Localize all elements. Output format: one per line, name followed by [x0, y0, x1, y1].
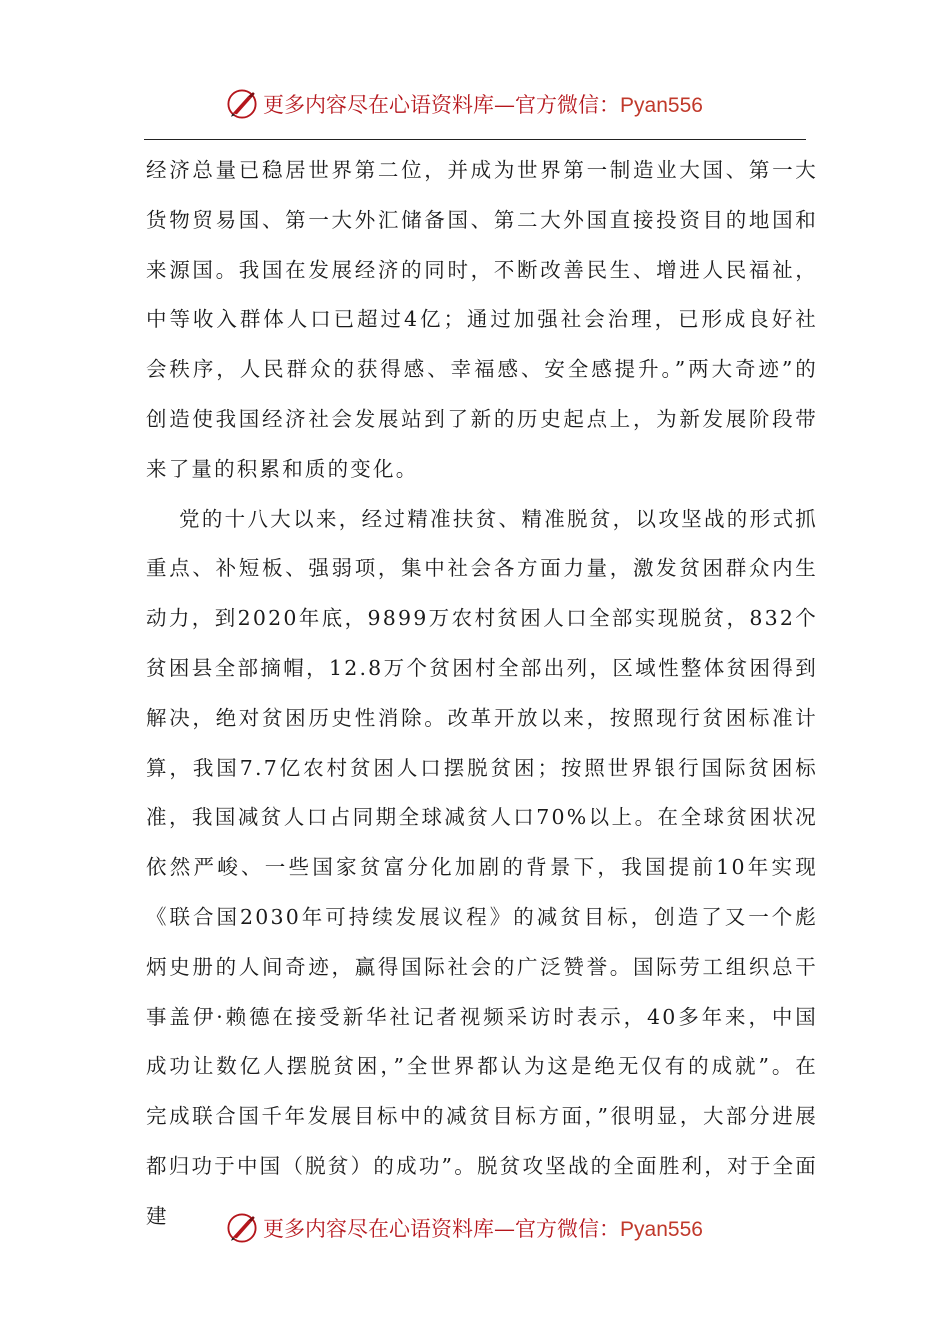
paragraph-2: 党的十八大以来，经过精准扶贫、精准脱贫，以攻坚战的形式抓重点、补短板、强弱项，集中社会各方面力量，激发贫困群众内生动力，到2020年底，9899万农村贫困人口全部实现脱贫，832个贫困县全部摘帽，12.8万个贫困村全部出列，区域性整体贫困得到解决，绝对贫困历史性消除。改革开放以来，按照现行贫困标准计算，我国7.7亿农村贫困人口摆脱贫困；按照世界银行国际贫困标准，我国减贫人口占同期全球减贫人口70%以上。在全球贫困状况依然严峻、一些国家贫富分化加剧的背景下，我国提前10年实现《联合国2030年可持续发展议程》的减贫目标，创造了又一个彪炳史册的人间奇迹，赢得国际社会的广泛赞誉。国际劳工组织总干事盖伊·赖德在接受新华社记者视频采访时表示，40多年来，中国成功让数亿人摆脱贫困，”全世界都认为这是绝无仅有的成就”。在完成联合国千年发展目标中的减贫目标方面，”很明显，大部分进展都归功于中国（脱贫）的成功”。脱贫攻坚战的全面胜利，对于全面建 [146, 506, 818, 1228]
footer-dash: — [494, 1217, 516, 1241]
document-body [146, 146, 818, 1242]
footer-text [263, 1213, 703, 1243]
footer-site-name: 更多内容尽在心语资料库 [263, 1217, 495, 1241]
paragraph-1: 经济总量已稳居世界第二位，并成为世界第一制造业大国、第一大货物贸易国、第一大外汇储备国、第二大外国直接投资目的地国和来源国。我国在发展经济的同时，不断改善民生、增进人民福祉，中等收入群体人口已超过4亿；通过加强社会治理，已形成良好社会秩序，人民群众的获得感、幸福感、安全感提升。”两大奇迹”的创造使我国经济社会发展站到了新的历史起点上，为新发展阶段带来了量的积累和质的变化。 [146, 158, 818, 481]
footer-wechat-label: 官方微信： [515, 1217, 621, 1241]
header-wechat-label: 官方微信： [515, 93, 621, 117]
header-wechat-id: Pyan556 [620, 94, 703, 117]
header-dash: — [494, 93, 516, 117]
header-banner [0, 84, 950, 124]
footer-banner [0, 1208, 950, 1248]
header-text [263, 89, 703, 119]
pen-logo-icon [225, 87, 259, 121]
pen-logo-icon [225, 1211, 259, 1245]
footer-wechat-id: Pyan556 [620, 1218, 703, 1241]
header-site-name: 更多内容尽在心语资料库 [263, 93, 495, 117]
header-rule [144, 139, 806, 140]
